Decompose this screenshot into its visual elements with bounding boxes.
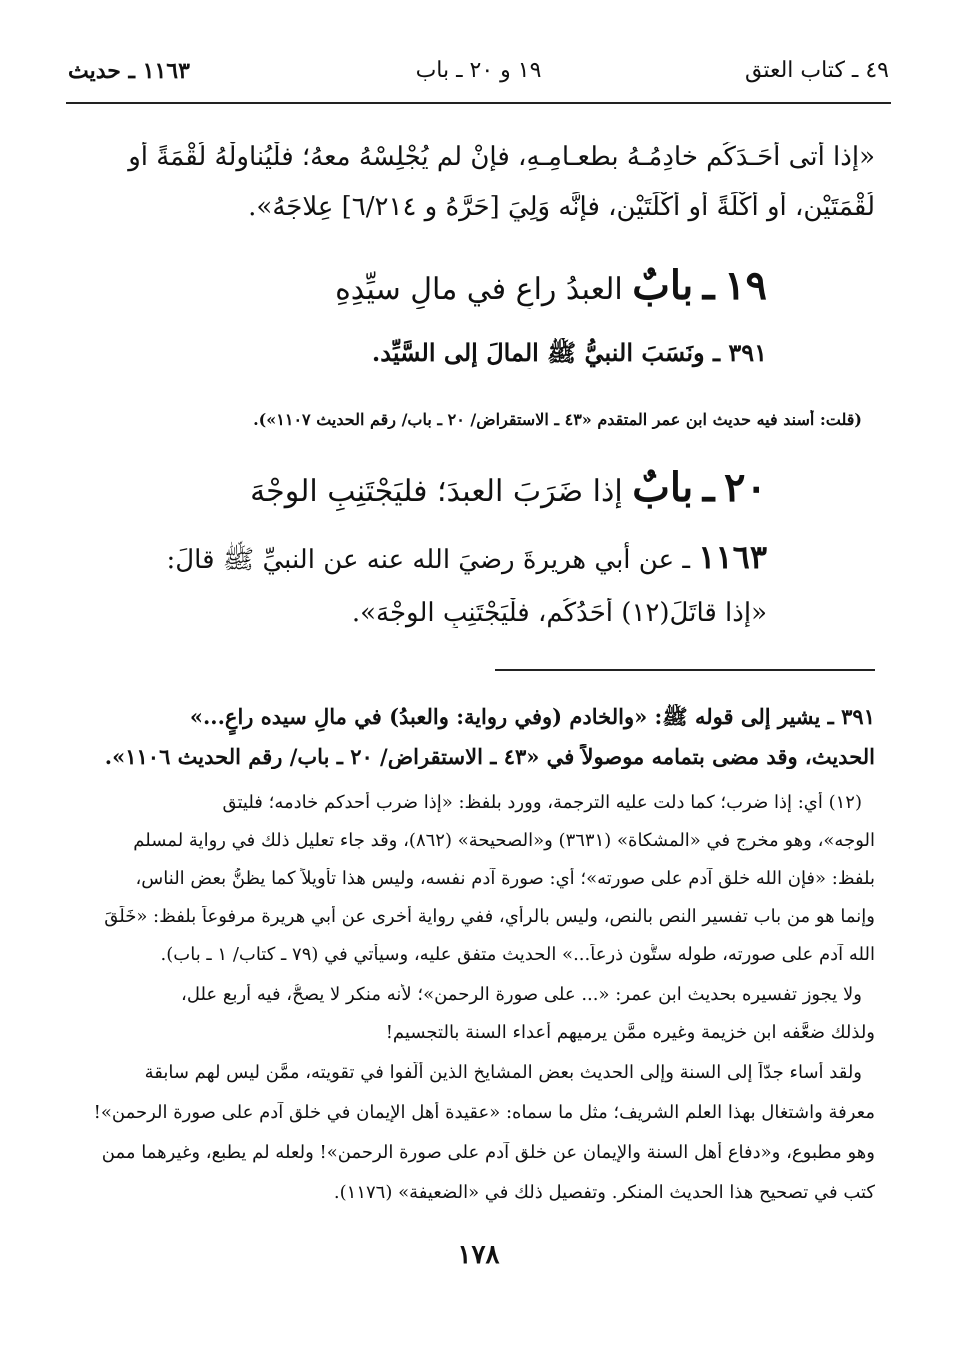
footnote-12-line-7: ولذلك ضعَّفه ابن خزيمة وغيره ممَّن يرميهم أعداء السنة بالتجسيم! — [385, 1022, 875, 1043]
hadith-1163-number: ١١٦٣ — [698, 538, 767, 576]
footnote-12-line-8: ولقد أساء جدّاً إلى السنة وإلى الحديث بعض المشايخ الذين ألَّفوا في تقويته، ممَّن ليس لهم سابقة — [144, 1062, 862, 1083]
chapter-19-number: ١٩ — [724, 262, 767, 309]
chapter-19-title: العبدُ راعٍ في مالِ سيِّدِهِ — [335, 272, 623, 307]
hadith-1163-line-1 — [74, 538, 767, 581]
header-rule — [66, 102, 891, 104]
header-chapter-range: ١٩ و ٢٠ ـ باب — [415, 58, 542, 83]
running-header — [68, 58, 889, 92]
chapter-20-dash: ـ — [702, 464, 715, 511]
hadith-1163-line-2: «إذا قاتَلَ(١٢) أحَدُكُم، فلْيَجْتَنِبِ الوجْهَ». — [351, 598, 767, 628]
footnote-391-line-1: ٣٩١ ـ يشير إلى قوله ﷺ: «والخادم (وفي رواية: والعبدُ) في مالِ سيده راعٍ...» — [189, 704, 875, 729]
footnote-391-line-2: الحديث، وقد مضى بتمامه موصولاً في «٤٣ ـ الاستقراض/ ٢٠ ـ باب/ رقم الحديث ١١٠٦». — [104, 744, 875, 769]
chapter-20-title: إذا ضَرَبَ العبدَ؛ فليَجْتَنِبِ الوجْهَ — [250, 474, 623, 509]
footnote-12-line-6: ولا يجوز تفسيره بحديث ابن عمر: «... على صورة الرحمن»؛ لأنه منكر لا يصحُّ، فيه أربع علل، — [181, 984, 862, 1005]
header-book-title: ٤٩ ـ كتاب العتق — [744, 58, 889, 83]
hadith-text-line-2: لُقْمَتَيْنِ، أو أُكْلَةً أو أُكْلَتَيْنِ، فإنَّه وَلِيَ [حَرَّهُ و ٦/٢١٤] عِلاجَهُ». — [248, 192, 875, 222]
footnote-12-line-4: وإنما هو من باب تفسير النص بالنص، وليس بالرأي، ففي رواية أخرى عن أبي هريرة مرفوعاً بلفظ: «خَلَقَ — [104, 906, 875, 927]
chapter-20-number: ٢٠ — [724, 464, 767, 511]
footnote-12-line-11: كتب في تصحيح هذا الحديث المنكر. وتفصيل ذلك في «الضعيفة» (١١٧٦). — [333, 1182, 875, 1203]
item-391: ٣٩١ ـ ونَسَبَ النبيُّ ﷺ المالَ إلى السَّيِّد. — [371, 338, 767, 367]
footnote-12-line-3: بلفظ: «فإن الله خلق آدم على صورته»؛ أي: صورة آدم نفسه، وليس هذا تأويلاً كما يظنُّ بعض الناس، — [135, 868, 875, 889]
footnote-12-line-1: (١٢) أي: إذا ضرب؛ كما دلت عليه الترجمة، وورد بلفظ: «إذا ضرب أحدكم خادمه؛ فليتق — [222, 792, 862, 813]
editor-note: (قلت: أسند فيه حديث ابن عمر المتقدم «٤٣ ـ الاستقراض/ ٢٠ ـ باب/ رقم الحديث ١١٠٧»). — [253, 410, 862, 429]
chapter-19-dash: ـ — [702, 262, 715, 309]
footnote-12-line-10: وهو مطبوع، و«دفاع أهل السنة والإيمان عن خلق آدم على صورة الرحمن»! ولعله لم يطبع، وغيرهما ممن — [101, 1142, 875, 1163]
chapter-19-heading — [74, 262, 767, 309]
footnote-rule — [495, 669, 875, 671]
chapter-19-bab: بابٌ — [632, 262, 694, 309]
chapter-20-heading — [74, 464, 767, 511]
footnote-12-line-5: الله آدم على صورته، طوله ستُّون ذرعاً...» الحديث متفق عليه، وسيأتي في (٧٩ ـ كتاب/ ١ ـ باب). — [160, 944, 875, 965]
hadith-1163-intro: ـ عن أبي هريرةَ رضيَ الله عنه عن النبيِّ ﷺ قالَ: — [166, 545, 690, 575]
header-hadith-number: ١١٦٣ ـ حديث — [68, 58, 190, 84]
page-number: ١٧٨ — [457, 1240, 500, 1270]
footnote-12-line-9: معرفة واشتغال بهذا العلم الشريف؛ مثل ما سماه: «عقيدة أهل الإيمان في خلق آدم على صورة الرحمن»! — [93, 1102, 875, 1123]
hadith-text-line-1: «إذا أتى أحَـدَكُم خادِمُـهُ بطعـامِـهِ، فإنْ لم يُجْلِسْهُ معهُ؛ فلْيُناوِلْهُ لُقْمَةً أو — [128, 142, 875, 172]
footnote-12-line-2: الوجه»، وهو مخرج في «المشكاة» (٣٦٣١) و«الصحيحة» (٨٦٢)، وقد جاء تعليل ذلك في رواية لمسلم — [133, 830, 875, 851]
chapter-20-bab: بابٌ — [632, 464, 694, 511]
